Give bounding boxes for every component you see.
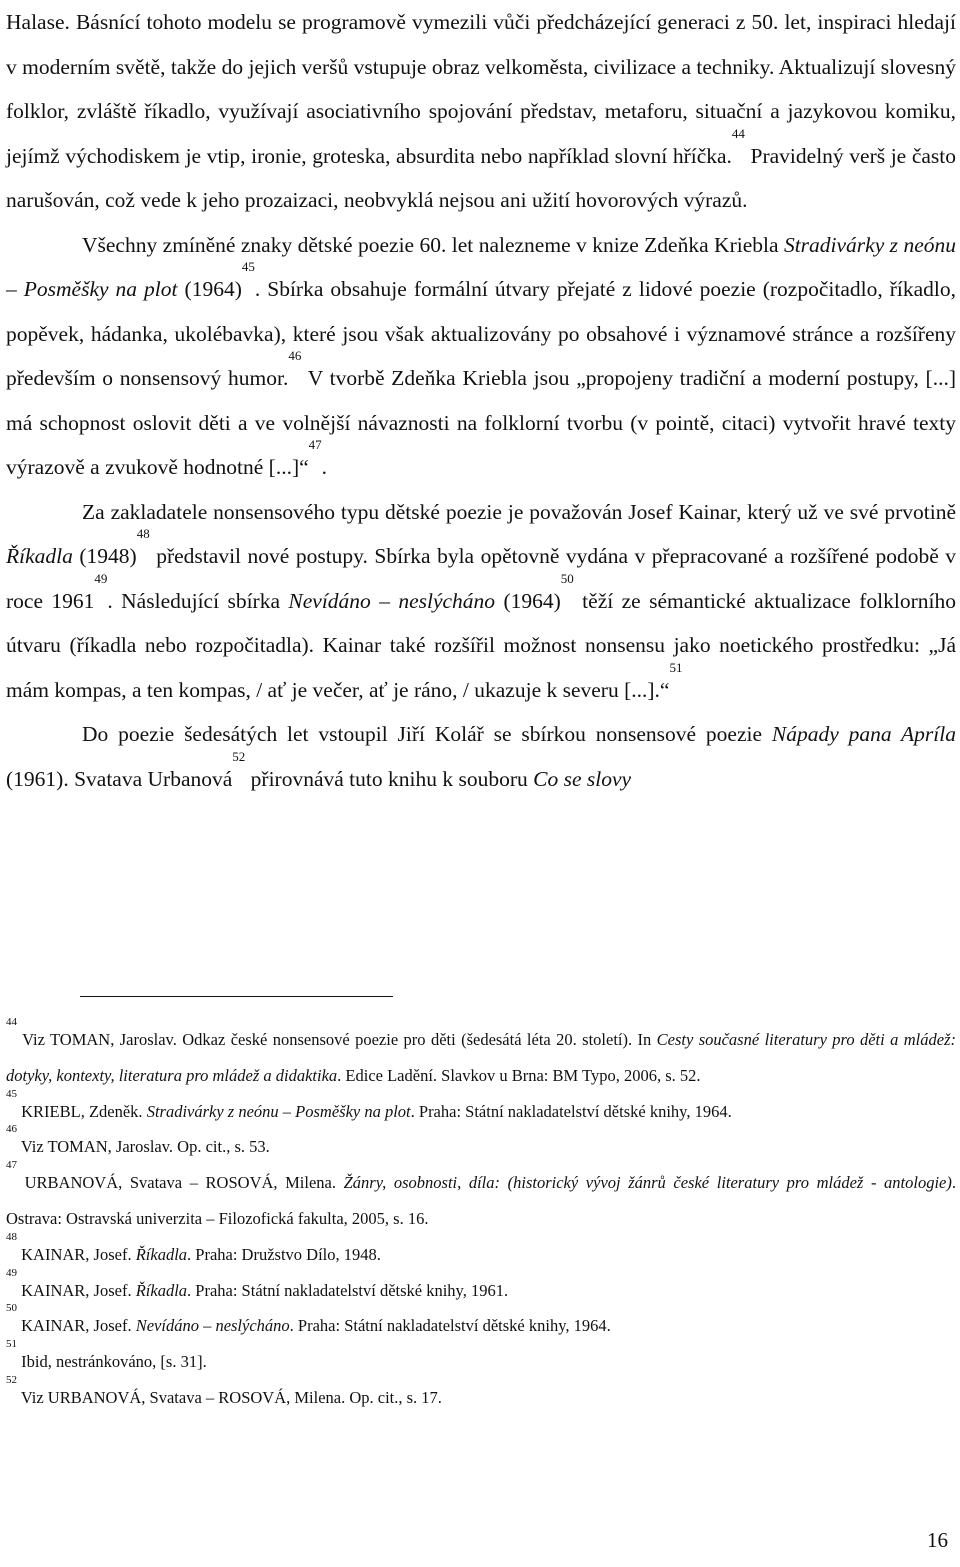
- footnote-number: 45: [6, 1087, 17, 1100]
- footnote-number: 51: [6, 1338, 17, 1351]
- book-title: Co se slovy: [533, 766, 632, 791]
- footnote: [6, 1230, 956, 1273]
- footnote-ref[interactable]: 44: [731, 125, 745, 141]
- footnote-ref[interactable]: 50: [560, 570, 574, 586]
- footnote-text: KRIEBL, Zdeněk.: [21, 1101, 147, 1121]
- text-run: Za zakladatele nonsensového typu dětské poezie je považován Josef Kainar, který už ve své prvotině: [82, 499, 956, 524]
- footnote-title: Nevídáno – neslýcháno: [135, 1316, 290, 1336]
- footnote-ref[interactable]: 52: [232, 748, 246, 764]
- footnote-ref[interactable]: 46: [288, 348, 302, 363]
- footnote-number: 52: [6, 1373, 17, 1386]
- footnote-number: 50: [6, 1302, 17, 1315]
- book-title: Stradivárky z neónu – Posměšky na plot: [6, 232, 957, 301]
- footnote-text: URBANOVÁ, Svatava – ROSOVÁ, Milena.: [24, 1173, 344, 1193]
- text-run: V tvorbě Zdeňka Kriebla jsou „propojeny tradiční a moderní postupy, [...] má schopnost oslovit děti a ve volnější návaznosti na folklorní tvorbu (v pointě, citaci) vytvořit hravé texty výrazově a zvukově hodnotné [...]“: [6, 366, 956, 479]
- footnote: [6, 1087, 956, 1130]
- footnote-text: . Praha: Státní nakladatelství dětské knihy, 1964.: [410, 1101, 732, 1121]
- paragraph-4: [6, 712, 956, 801]
- book-title: Nápady pana Apríla: [771, 722, 956, 746]
- footnote-text: . Praha: Státní nakladatelství dětské knihy, 1961.: [187, 1280, 509, 1300]
- paragraph-3: [6, 490, 956, 713]
- footnote-ref[interactable]: 48: [136, 526, 150, 541]
- footnote-text: . Edice Ladění. Slavkov u Brna: BM Typo, 2006, s. 52.: [337, 1065, 701, 1085]
- text-run: .: [321, 455, 328, 479]
- text-run: Pravidelný verš je často narušován, což vede k jeho prozaizaci, neobvyklá nejsou ani užití hovorových výrazů.: [6, 143, 956, 212]
- paragraph-1: [6, 0, 956, 223]
- footnote-text: . Praha: Družstvo Dílo, 1948.: [187, 1244, 381, 1264]
- footnote-title: Žánry, osobnosti, díla: (historický vývoj žánrů české literatury pro mládež - antologie): [343, 1173, 952, 1193]
- text-run: Všechny zmíněné znaky dětské poezie 60. let nalezneme v knize Zdeňka Kriebla: [82, 232, 784, 257]
- book-title: Říkadla: [6, 544, 73, 568]
- footnotes: [6, 1016, 956, 1416]
- footnote-number: 47: [6, 1159, 17, 1172]
- footnote-number: 49: [6, 1266, 17, 1279]
- page-number: 16: [927, 1528, 948, 1552]
- footnote-number: 48: [6, 1230, 17, 1243]
- footnote-title: Říkadla: [135, 1280, 188, 1300]
- footnote: [6, 1123, 956, 1165]
- footnote-text: . Ostrava: Ostravská univerzita – Filozofická fakulta, 2005, s. 16.: [6, 1173, 956, 1228]
- footnote-ref[interactable]: 51: [669, 659, 683, 675]
- footnote-number: 46: [6, 1123, 17, 1136]
- footnote-text: Viz TOMAN, Jaroslav. Odkaz české nonsensové poezie pro děti (šedesátá léta 20. století). In: [22, 1030, 657, 1049]
- footnote-text: KAINAR, Josef.: [21, 1280, 136, 1300]
- footnote: [6, 1302, 956, 1344]
- footnote-title: Říkadla: [135, 1244, 188, 1264]
- book-title: Nevídáno – neslýcháno: [288, 588, 496, 613]
- footnote: [6, 1016, 956, 1094]
- text-run: představil nové postupy. Sbírka byla opětovně vydána v přepracované a rozšířené podobě v roce 1961: [6, 544, 957, 613]
- footnote-ref[interactable]: 49: [94, 570, 108, 586]
- footnote-text: KAINAR, Josef.: [21, 1244, 136, 1264]
- footnote-ref[interactable]: 47: [308, 437, 322, 452]
- text-run: (1964): [177, 277, 242, 301]
- text-run: . Sbírka obsahuje formální útvary přejaté z lidové poezie (rozpočitadlo, říkadlo, popěvek, hádanka, ukolébavka), které jsou však aktualizovány po obsahové i významové stránce a rozšířeny především o nonsensový humor.: [6, 277, 957, 390]
- footnote-text: Viz URBANOVÁ, Svatava – ROSOVÁ, Milena. Op. cit., s. 17.: [20, 1387, 442, 1407]
- text-run: . Následující sbírka: [107, 588, 289, 613]
- text-run: (1964): [495, 588, 561, 613]
- footnote-separator: [80, 996, 393, 997]
- footnote-number: 44: [6, 1016, 17, 1028]
- footnote: [6, 1338, 956, 1380]
- main-text: [6, 0, 956, 801]
- text-run: přirovnává tuto knihu k souboru: [245, 766, 534, 791]
- footnote-text: Viz TOMAN, Jaroslav. Op. cit., s. 53.: [20, 1137, 270, 1157]
- footnote-title: Cesty současné literatury pro děti a mládež: dotyky, kontexty, literatura pro mládež a didaktika: [6, 1030, 956, 1085]
- footnote-title: Stradivárky z neónu – Posměšky na plot: [146, 1101, 411, 1121]
- text-run: Do poezie šedesátých let vstoupil Jiří Kolář se sbírkou nonsensové poezie: [82, 722, 772, 746]
- text-run: (1961). Svatava Urbanová: [6, 766, 233, 791]
- text-run: (1948): [72, 544, 137, 568]
- text-run: Halase. Básnící tohoto modelu se programově vymezili vůči předcházející generaci z 50. let, inspiraci hledají v moderním světě, takže do jejich veršů vstupuje obraz velkoměsta, civilizace a techniky. Aktualizují slovesný folklor, zvláště říkadlo, využívají asociativního spojování představ, metaforu, situační a jazykovou komiku, jejímž východiskem je vtip, ironie, groteska, absurdita nebo například slovní hříčka.: [6, 10, 956, 168]
- paragraph-2: [6, 223, 956, 490]
- footnote-text: KAINAR, Josef.: [21, 1316, 136, 1336]
- footnote-text: . Praha: Státní nakladatelství dětské knihy, 1964.: [289, 1316, 611, 1336]
- footnote-ref[interactable]: 45: [241, 259, 255, 274]
- footnote-text: Ibid, nestránkováno, [s. 31].: [21, 1352, 207, 1372]
- footnote: [6, 1266, 956, 1309]
- footnote: [6, 1373, 956, 1416]
- text-run: těží ze sémantické aktualizace folklorního útvaru (říkadla nebo rozpočitadla). Kainar také rozšířil možnost nonsensu jako noetického prostředku: „Já mám kompas, a ten kompas, / ať je večer, ať je ráno, / ukazuje k severu [...].“: [6, 588, 956, 702]
- footnote: [6, 1159, 956, 1237]
